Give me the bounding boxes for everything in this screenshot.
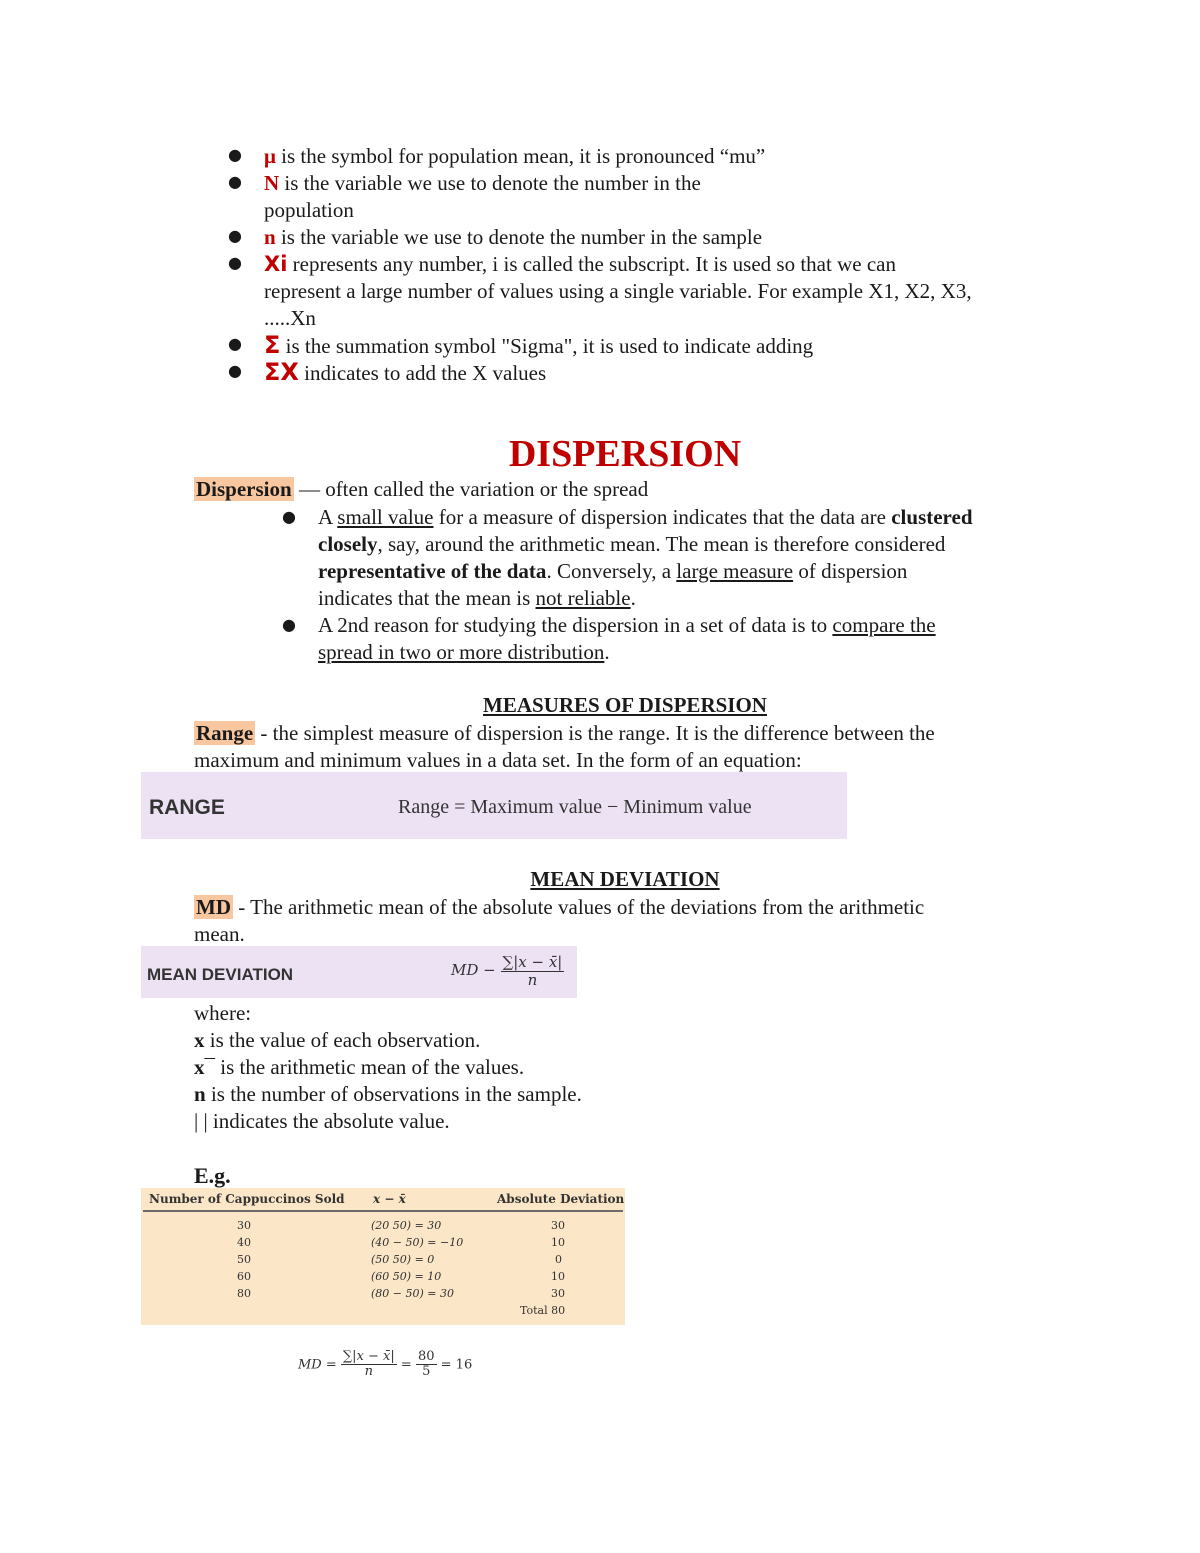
table-header: Number of Cappuccinos Sold	[149, 1192, 345, 1206]
formula-result: = 16	[440, 1357, 473, 1373]
example-label: E.g.	[194, 1163, 231, 1188]
list-item-continued: .....Xn	[264, 306, 316, 330]
bullet-dot: ●	[228, 172, 242, 191]
equals-sign: =	[400, 1357, 412, 1373]
bullet-dot: ●	[228, 253, 242, 272]
table-cell: 30	[551, 1219, 565, 1232]
definition-line: maximum and minimum values in a data set. In the form of an equation:	[194, 748, 802, 772]
range-formula: Range = Maximum value − Minimum value	[398, 796, 752, 818]
table-header: x − x̄	[373, 1192, 406, 1206]
bullet-dot: ●	[228, 145, 242, 164]
paragraph-line: A 2nd reason for studying the dispersion in a set of data is to compare the	[318, 613, 936, 637]
table-cell: 50	[237, 1253, 251, 1266]
definition-line: Dispersion — often called the variation or the spread	[196, 477, 649, 501]
list-item-continued: population	[264, 198, 354, 222]
table-cell: 0	[555, 1253, 562, 1266]
bullet-dot: ●	[228, 226, 242, 245]
definition-line: mean.	[194, 922, 245, 946]
table-cell: 30	[551, 1287, 565, 1300]
list-item: n is the variable we use to denote the number in the sample	[264, 225, 763, 249]
list-item-continued: represent a large number of values using a single variable. For example X1, X2, X3,	[264, 279, 972, 303]
definition-line: Range - the simplest measure of dispersion is the range. It is the difference between the	[196, 721, 935, 745]
formula-label: MEAN DEVIATION	[147, 965, 294, 984]
table-cell: 30	[237, 1219, 251, 1232]
where-label: where:	[194, 1001, 252, 1025]
bullet-dot: ●	[282, 507, 296, 526]
md-result-formula	[298, 1350, 472, 1380]
section-heading: MEASURES OF DISPERSION	[483, 693, 767, 717]
table-cell: (80 − 50) = 30	[371, 1287, 454, 1300]
where-item: x is the value of each observation.	[194, 1028, 481, 1052]
bullet-dot: ●	[228, 334, 242, 353]
where-item: | | indicates the absolute value.	[194, 1109, 450, 1133]
list-item: Xi represents any number, i is called the subscript. It is used so that we can	[264, 252, 896, 276]
formula-lhs: MD =	[298, 1357, 337, 1373]
formula-fraction: $\frac{\sum|x - x̄|}{n}$	[342, 1349, 395, 1380]
table-cell: (40 − 50) = −10	[371, 1236, 464, 1249]
formula-fraction: $\frac{80}{5}$	[417, 1349, 435, 1380]
section-title: DISPERSION	[508, 433, 742, 475]
md-formula	[451, 954, 564, 988]
table-cell: (20 50) = 30	[371, 1219, 442, 1232]
where-item: n is the number of observations in the sample.	[194, 1082, 582, 1106]
table-cell: 60	[237, 1270, 251, 1283]
section-heading: MEAN DEVIATION	[530, 867, 720, 891]
example-table	[141, 1188, 625, 1325]
list-item: μ is the symbol for population mean, it is pronounced “mu”	[264, 144, 766, 168]
table-cell: (50 50) = 0	[371, 1253, 435, 1266]
table-header: Absolute Deviation	[497, 1192, 625, 1206]
paragraph-line: closely, say, around the arithmetic mean. The mean is therefore considered	[318, 532, 946, 556]
bullet-dot: ●	[282, 615, 296, 634]
formula-label: RANGE	[149, 796, 225, 819]
formula-lhs: MD −	[451, 961, 496, 979]
paragraph-line: representative of the data. Conversely, a large measure of dispersion	[318, 559, 908, 583]
list-item: Σ is the summation symbol "Sigma", it is used to indicate adding	[264, 331, 814, 359]
range-formula-box	[141, 772, 847, 839]
table-cell: 10	[551, 1236, 565, 1249]
table-cell: 40	[237, 1236, 251, 1249]
paragraph-line: A small value for a measure of dispersion indicates that the data are clustered	[318, 505, 973, 529]
table-cell: 10	[551, 1270, 565, 1283]
bullet-dot: ●	[228, 361, 242, 380]
table-cell: 80	[237, 1287, 251, 1300]
definition-line: MD - The arithmetic mean of the absolute values of the deviations from the arithmetic	[196, 895, 925, 919]
where-item: x¯ is the arithmetic mean of the values.	[194, 1055, 525, 1079]
mean-deviation-formula-box	[141, 946, 577, 998]
header-rule	[143, 1210, 623, 1212]
list-item: ΣX indicates to add the X values	[264, 358, 547, 386]
paragraph-line: indicates that the mean is not reliable.	[318, 586, 636, 610]
paragraph-line: spread in two or more distribution.	[318, 640, 610, 664]
list-item: N is the variable we use to denote the number in the	[264, 171, 701, 195]
formula-fraction: $\frac{\sum|x - x̄|}{n}$	[502, 953, 563, 989]
table-cell: (60 50) = 10	[371, 1270, 442, 1283]
table-total: Total 80	[520, 1304, 566, 1317]
